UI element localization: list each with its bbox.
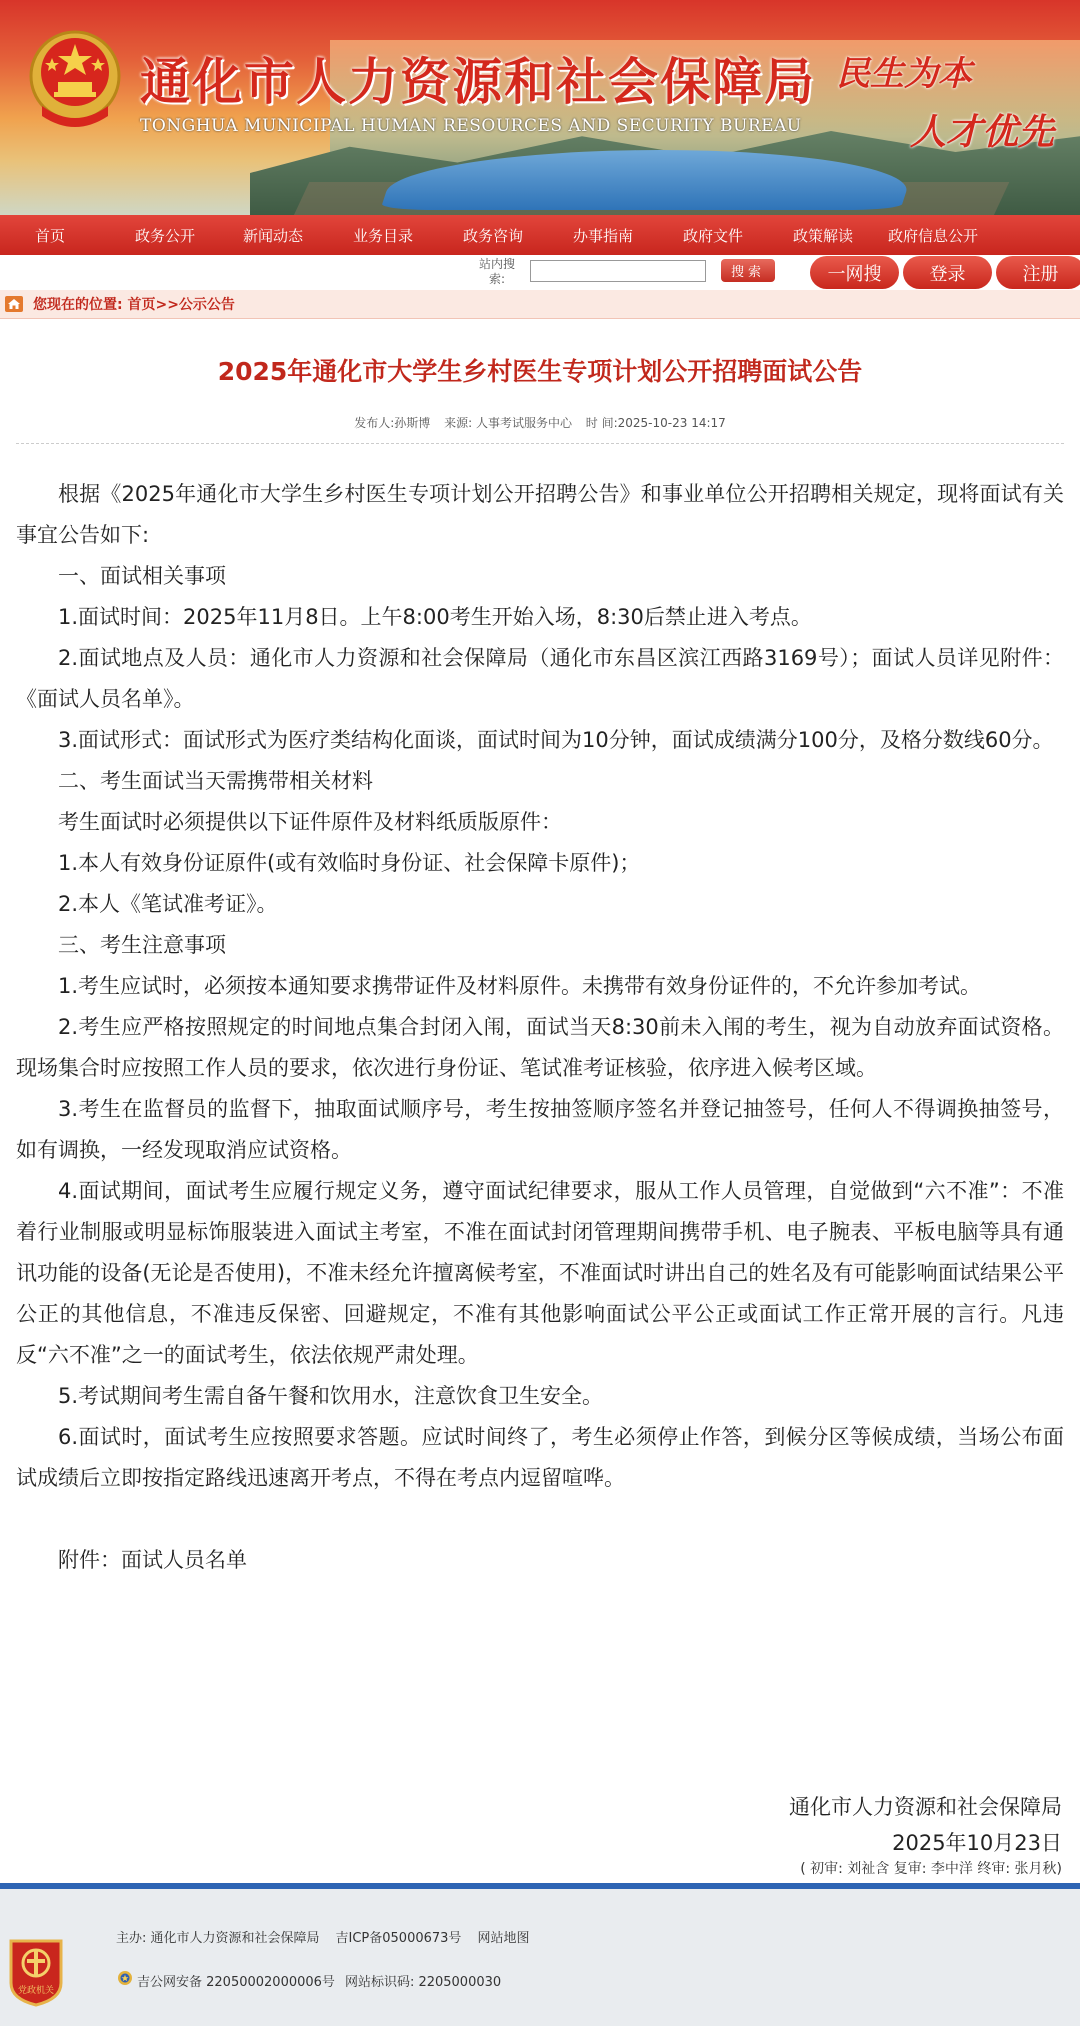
nav-item-business[interactable]: 业务目录 [352, 226, 413, 245]
paragraph: 2.本人《笔试准考证》。 [58, 892, 278, 916]
search-label: 站内搜索: [478, 257, 515, 286]
badge-text: 党政机关 [17, 1986, 55, 1996]
paragraph: 4.面试期间，面试考生应履行规定义务，遵守面试纪律要求，服从工作人员管理，自觉做到“六不准”：不准着行业制服或明显标饰服装进入面试主考室，不准在面试封闭管理期间携带手机、电子腕表、平板电脑等具有通讯功能的设备(无论是否使用)，不准未经允许擅离候考室，不准面试时讲出自己的姓名及有可能影响面试结果公平公正的其他信息，不准违反保密、回避规定，不准有其他影响面试公平公正或面试工作正常开展的言行。凡违反“六不准”之一的面试考生，依法依规严肃处理。 [16, 1179, 1064, 1367]
police-badge-icon [117, 1970, 133, 1986]
paragraph: 3.面试形式：面试形式为医疗类结构化面谈，面试时间为10分钟，面试成绩满分100分，及格分数线60分。 [58, 728, 1054, 752]
article-meta [0, 414, 1080, 431]
slogan-1: 民生为本 [836, 54, 972, 94]
national-emblem-icon [28, 26, 122, 134]
section-heading: 一、面试相关事项 [58, 564, 226, 588]
nav-item-gov-affairs[interactable]: 政务公开 [134, 226, 195, 245]
article-body [16, 474, 1064, 1581]
breadcrumb-text[interactable]: 您现在的位置: 首页>>公示公告 [33, 297, 235, 313]
footer-site-code: 网站标识码: 2205000030 [344, 1975, 502, 1990]
nav-item-news[interactable]: 新闻动态 [242, 226, 303, 245]
slogan-2: 人才优先 [910, 111, 1055, 153]
section-heading: 二、考生面试当天需携带相关材料 [58, 769, 373, 793]
paragraph: 2.面试地点及人员：通化市人力资源和社会保障局（通化市东昌区滨江西路3169号）；面试人员详见附件：《面试人员名单》。 [16, 646, 1064, 711]
paragraph: 根据《2025年通化市大学生乡村医生专项计划公开招聘公告》和事业单位公开招聘相关规定，现将面试有关事宜公告如下: [16, 482, 1064, 547]
breadcrumb [0, 290, 1080, 319]
footer-line-1 [116, 1927, 545, 1946]
title-divider [16, 443, 1064, 444]
search-input[interactable] [530, 260, 706, 282]
nav-item-guide[interactable]: 办事指南 [572, 226, 633, 245]
footer-host: 主办: 通化市人力资源和社会保障局 [116, 1931, 320, 1946]
site-title: 通化市人力资源和社会保障局 [140, 52, 816, 111]
paragraph: 2.考生应严格按照规定的时间地点集合封闭入闱，面试当天8:30前未入闱的考生，视为自动放弃面试资格。现场集合时应按照工作人员的要求，依次进行身份证、笔试准考证核验，依序进入候考区域。 [16, 1015, 1064, 1080]
article-publisher: 发布人:孙斯博 [354, 416, 431, 430]
attachment-link[interactable]: 附件：面试人员名单 [58, 1548, 247, 1572]
footer [0, 1889, 1080, 2026]
search-button[interactable]: 搜索 [721, 259, 775, 282]
paragraph: 考生面试时必须提供以下证件原件及材料纸质版原件： [58, 810, 562, 834]
register-button[interactable]: 注册 [996, 256, 1080, 289]
reviewers: ( 初审: 刘祉含 复审: 李中洋 终审: 张月秋) [800, 1861, 1062, 1877]
login-button[interactable]: 登录 [903, 256, 992, 289]
main-nav [0, 215, 1080, 255]
article-title: 2025年通化市大学生乡村医生专项计划公开招聘面试公告 [217, 357, 863, 386]
nav-item-documents[interactable]: 政府文件 [682, 226, 743, 245]
site-subtitle: TONGHUA MUNICIPAL HUMAN RESOURCES AND SECURITY BUREAU [140, 116, 802, 136]
search-bar [0, 255, 1080, 290]
paragraph: 6.面试时，面试考生应按照要求答题。应试时间终了，考生必须停止作答，到候分区等候成绩，当场公布面试成绩后立即按指定路线迅速离开考点，不得在考点内逗留喧哗。 [16, 1425, 1064, 1490]
footer-police-link[interactable]: 吉公网安备 22050002000006号 [137, 1975, 335, 1990]
paragraph: 1.考生应试时，必须按本通知要求携带证件及材料原件。未携带有效身份证件的，不允许参加考试。 [58, 974, 982, 998]
footer-line-2 [137, 1971, 511, 1990]
yiwangsou-button[interactable]: 一网搜 [810, 256, 899, 289]
home-icon [5, 296, 23, 312]
signature-org: 通化市人力资源和社会保障局 [789, 1795, 1062, 1819]
footer-icp-link[interactable]: 吉ICP备05000673号 [335, 1931, 462, 1946]
site-banner [0, 0, 1080, 215]
nav-item-consult[interactable]: 政务咨询 [462, 226, 523, 245]
paragraph: 1.面试时间：2025年11月8日。上午8:00考生开始入场，8:30后禁止进入考点。 [58, 605, 812, 629]
party-gov-badge-icon[interactable] [7, 1937, 65, 2007]
section-heading: 三、考生注意事项 [58, 933, 226, 957]
paragraph: 1.本人有效身份证原件(或有效临时身份证、社会保障卡原件)； [58, 851, 641, 875]
paragraph: 5.考试期间考生需自备午餐和饮用水，注意饮食卫生安全。 [58, 1384, 604, 1408]
footer-sitemap-link[interactable]: 网站地图 [477, 1931, 530, 1946]
article-source: 来源: 人事考试服务中心 [444, 416, 572, 430]
nav-item-home[interactable]: 首页 [34, 226, 65, 245]
nav-item-policy[interactable]: 政策解读 [792, 226, 853, 245]
signature-date: 2025年10月23日 [892, 1831, 1062, 1855]
article-time: 时 间:2025-10-23 14:17 [585, 416, 726, 430]
paragraph: 3.考生在监督员的监督下，抽取面试顺序号，考生按抽签顺序签名并登记抽签号，任何人不得调换抽签号，如有调换，一经发现取消应试资格。 [16, 1097, 1064, 1162]
nav-item-info-disclosure[interactable]: 政府信息公开 [887, 226, 978, 245]
